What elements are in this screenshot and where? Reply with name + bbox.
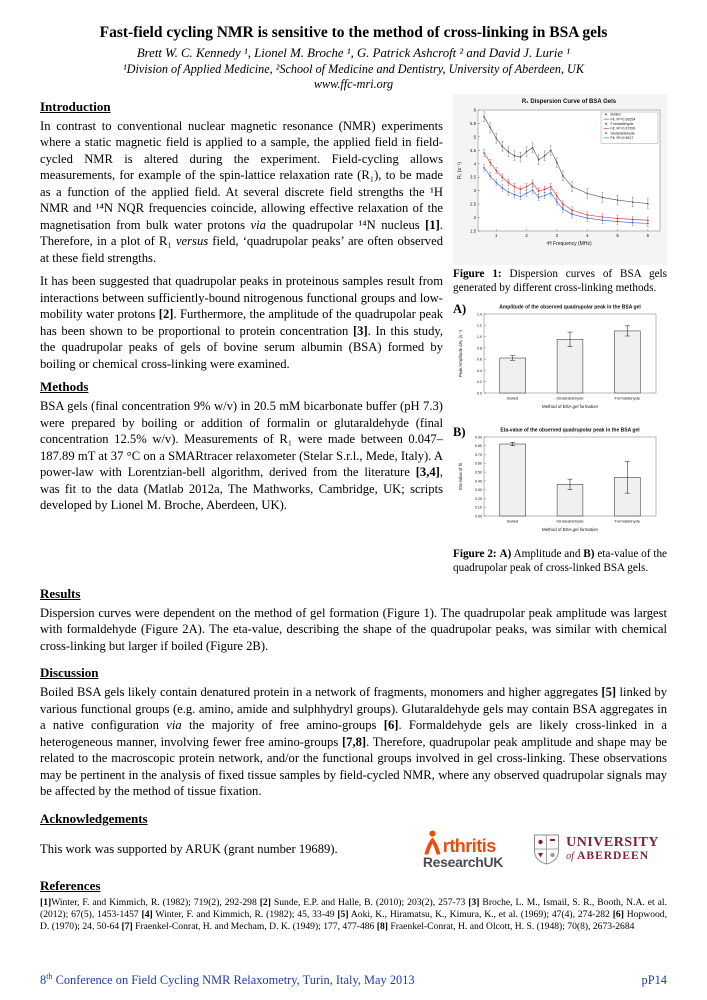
introduction-paragraph-1: In contrast to conventional nuclear magnetic resonance (NMR) experiments where a static magnetic field is applied to a sample, the applied field in field-cycled NMR is altered during the experiment. Field-cycling allows measurements, for example of the spin-lattice relaxation rate (R₁), to be made as a function of the applied field. At several discrete field strengths the ¹H NMR and ¹⁴N NQR frequencies coincide, allowing effective relaxation of the magnetisation from bulk water protons via the quadrupolar ¹⁴N nucleus [1]. Therefore, in a plot of R₁ versus field, ‘quadrupolar peaks’ are often observed at these field strengths. xyxy=(40,119,443,265)
aruk-wordmark-top: rthritis xyxy=(442,835,496,856)
poster-number: pP14 xyxy=(641,973,667,987)
svg-text:0.50: 0.50 xyxy=(474,470,482,475)
figure-1-caption: Figure 1: Dispersion curves of BSA gels generated by different cross-linking methods. xyxy=(453,268,667,294)
page-footer xyxy=(40,968,667,988)
section-heading-methods: Methods xyxy=(40,379,89,395)
section-heading-introduction: Introduction xyxy=(40,99,111,114)
svg-text:Formaldehyde: Formaldehyde xyxy=(614,518,641,524)
svg-text:Fit. R²=0.99254: Fit. R²=0.99254 xyxy=(610,117,636,122)
svg-text:Glutaraldehyde: Glutaraldehyde xyxy=(610,131,635,136)
arthritis-research-uk-logo xyxy=(423,830,503,869)
dispersion-line-chart xyxy=(453,94,667,265)
amplitude-bar-chart xyxy=(453,301,667,420)
acknowledgements-paragraph: This work was supported by ARUK (grant number 19689). xyxy=(40,841,338,856)
references-text: [1]Winter, F. and Kimmich, R. (1982); 719(2), 292-298 [2] Sunde, E.P. and Halle, B. (2010); 203(2), 257-73 [3] Broche, L. M., Ismail, S. R., Booth, N.A. et al. (2012); 67(5), 1453-1457 [4] Winter, F. and Kimmich, R. (1982); 45, 33-49 [5] Aoki, K., Hiramatsu, K., Kimura, K., et al. (1969); 47(4), 274-282 [6] Hopwood, D. (1970); 24, 50-64 [7] Fraenkel-Conrat, H. and Mecham, D. K. (1949); 177, 477-486 [8] Fraenkel-Conrat, H. and Olcott, H. S. (1948); 70(8), 2673-2684 xyxy=(40,896,667,933)
figure-2a-label: A) xyxy=(453,302,467,316)
website-link[interactable]: www.ffc-mri.org xyxy=(313,77,394,91)
aberdeen-wordmark-line2: ABERDEEN xyxy=(577,850,650,863)
svg-text:5: 5 xyxy=(473,134,476,140)
figure-2 xyxy=(453,301,667,575)
svg-text:1: 1 xyxy=(495,233,498,238)
section-heading-results: Results xyxy=(40,586,81,601)
svg-text:5: 5 xyxy=(616,233,619,238)
header xyxy=(40,24,667,94)
svg-text:0.80: 0.80 xyxy=(474,444,482,449)
svg-text:3: 3 xyxy=(473,188,476,194)
discussion-paragraph: Boiled BSA gels likely contain denatured protein in a network of fragments, monomers and higher aggregates [5] linked by various functional groups (e.g. amino, amide and sulphhydryl groups). Glutaraldehyde gels may contain BSA aggregates in a native configuration via the majority of free amino-groups [6]. Formaldehyde gels are likely cross-linked in a heterogeneous manner, involving fewer free amino-groups [7,8]. Therefore, quadrupolar peak amplitude and shape may be related to the macroscopic protein network, and/or the functional groups involved in gel cross-linking. These observations may be pertinent in the analysis of fixed tissue samples by field-cycled NMR, where any observed quadrupolar signals may be affected by the method of tissue fixation. xyxy=(40,685,667,799)
svg-text:0.40: 0.40 xyxy=(474,479,482,484)
svg-text:4.5: 4.5 xyxy=(470,147,476,153)
svg-text:Amplitude of the observed quad: Amplitude of the observed quadrupolar peak in the BSA gel xyxy=(499,304,641,311)
two-column-region xyxy=(40,94,667,581)
discussion-section xyxy=(40,660,667,805)
svg-text:2: 2 xyxy=(525,233,528,238)
aruk-figure-icon xyxy=(423,830,442,855)
svg-text:1.2: 1.2 xyxy=(476,323,482,328)
university-of-aberdeen-logo xyxy=(533,834,659,865)
svg-text:0.10: 0.10 xyxy=(474,505,482,510)
affiliations-line: ¹Division of Applied Medicine, ²School of Medicine and Dentistry, University of Aberdeen, UK xyxy=(123,62,584,76)
svg-text:4: 4 xyxy=(473,161,476,167)
references-section xyxy=(40,873,667,934)
svg-text:Boiled: Boiled xyxy=(507,395,519,401)
results-section xyxy=(40,581,667,660)
svg-text:0.20: 0.20 xyxy=(474,496,482,501)
figure-1 xyxy=(453,94,667,295)
section-heading-acknowledgements: Acknowledgements xyxy=(40,810,148,826)
svg-text:1.5: 1.5 xyxy=(470,228,476,234)
section-heading-discussion: Discussion xyxy=(40,665,99,681)
svg-text:Formaldehyde: Formaldehyde xyxy=(614,395,641,401)
svg-text:4: 4 xyxy=(586,233,589,238)
svg-text:Glutaraldehyde: Glutaraldehyde xyxy=(556,518,584,524)
figures-column xyxy=(453,94,667,581)
svg-text:Fit. R²=0.97399: Fit. R²=0.97399 xyxy=(610,126,636,131)
svg-text:6: 6 xyxy=(473,107,476,113)
sponsor-logos xyxy=(423,830,667,869)
svg-text:6: 6 xyxy=(646,233,650,238)
acknowledgements-section xyxy=(40,806,667,873)
methods-paragraph: BSA gels (final concentration 9% w/v) in 20.5 mM bicarbonate buffer (pH 7.3) were prepared by boiling or addition of formalin or glutaraldehyde (final concentration 12.5% w/v). Measurements of R₁ were made between 0.047–187.89 mT at 37 °C on a SMARtracer relaxometer (Stelar S.r.l., Mede, Italy). A power-law with Lorentzian-bell algorithm, derived from the literature [3,4], was fit to the data (Matlab 2012a, The Mathworks, Cambridge, UK; scripts developed by Lionel M. Broche, Aberdeen, UK). xyxy=(40,399,443,513)
introduction-paragraph-2: It has been suggested that quadrupolar peaks in proteinous samples result from interactions between sufficiently-bound nitrogenous functional groups and low-mobility water protons [2]. Furthermore, the amplitude of the quadrupolar peak has been shown to be proportional to protein concentration [3]. In this study, the quadrupolar peaks of gels of bovine serum albumin (BSA) formed by boiling or chemical cross-linking were examined. xyxy=(40,274,443,371)
aberdeen-wordmark-line1: UNIVERSITY xyxy=(566,834,659,850)
svg-text:Fit. R²=0.9617: Fit. R²=0.9617 xyxy=(610,136,634,141)
figure-2-panel-b xyxy=(453,424,667,543)
results-paragraph: Dispersion curves were dependent on the method of gel formation (Figure 1). The quadrupolar peak amplitude was largest with formaldehyde (Figure 2A). The eta-value, describing the shape of the quadrupolar peaks, was similar with chemical cross-linking but larger if boiled (Figure 2B). xyxy=(40,606,667,653)
svg-text:Method of BSA gel formation: Method of BSA gel formation xyxy=(542,527,598,532)
eta-bar-chart xyxy=(453,424,667,543)
svg-text:3.5: 3.5 xyxy=(470,174,476,180)
svg-text:0.60: 0.60 xyxy=(474,461,482,466)
svg-text:5.5: 5.5 xyxy=(470,120,476,126)
svg-text:1.0: 1.0 xyxy=(476,334,482,339)
svg-text:2.5: 2.5 xyxy=(470,201,476,207)
svg-text:0.0: 0.0 xyxy=(476,391,482,396)
svg-text:Eta-value of fit: Eta-value of fit xyxy=(458,463,463,490)
conference-footer-text: 8th Conference on Field Cycling NMR Relaxometry, Turin, Italy, May 2013 xyxy=(40,971,415,987)
svg-text:Formaldehyde: Formaldehyde xyxy=(610,122,634,126)
svg-text:Boiled: Boiled xyxy=(507,518,519,524)
svg-text:0.30: 0.30 xyxy=(474,488,482,493)
svg-text:0.4: 0.4 xyxy=(476,368,482,373)
authors-line: Brett W. C. Kennedy ¹, Lionel M. Broche ¹, G. Patrick Ashcroft ² and David J. Lurie ¹ xyxy=(136,46,571,60)
svg-text:0.8: 0.8 xyxy=(476,346,482,351)
svg-text:Boiled: Boiled xyxy=(610,112,621,117)
figure-2-caption: Figure 2: A) Amplitude and B) eta-value of the quadrupolar peak of cross-linked BSA gels. xyxy=(453,548,668,574)
aberdeen-wordmark-of: of xyxy=(566,851,574,863)
svg-text:0.90: 0.90 xyxy=(474,435,482,440)
aruk-wordmark-bottom: ResearchUK xyxy=(422,853,504,870)
svg-text:0.70: 0.70 xyxy=(474,452,482,457)
svg-text:Peak Amplitude ΔR₁ (s⁻¹): Peak Amplitude ΔR₁ (s⁻¹) xyxy=(458,329,463,378)
svg-text:3: 3 xyxy=(555,233,559,238)
aberdeen-crest-icon xyxy=(533,834,560,865)
svg-text:Glutaraldehyde: Glutaraldehyde xyxy=(556,395,584,401)
figure-2-panel-a xyxy=(453,301,667,420)
figure-2b-label: B) xyxy=(453,425,466,439)
svg-text:Method of BSA gel formation: Method of BSA gel formation xyxy=(542,404,598,409)
svg-text:Eta-value of the observed quad: Eta-value of the observed quadrupolar peak in the BSA gel xyxy=(500,427,640,434)
left-column xyxy=(40,94,443,521)
svg-text:0.2: 0.2 xyxy=(476,380,482,385)
svg-text:0.00: 0.00 xyxy=(474,514,482,519)
svg-text:2: 2 xyxy=(473,215,476,221)
svg-text:R₁ (s⁻¹): R₁ (s⁻¹) xyxy=(457,162,463,179)
svg-text:0.6: 0.6 xyxy=(476,357,482,362)
paper-title: Fast-field cycling NMR is sensitive to the method of cross-linking in BSA gels xyxy=(99,24,608,41)
svg-text:1.4: 1.4 xyxy=(476,312,482,317)
svg-text:¹H Frequency (MHz): ¹H Frequency (MHz) xyxy=(546,241,592,247)
svg-text:R₁ Dispersion Curve of BSA Gel: R₁ Dispersion Curve of BSA Gels xyxy=(521,99,617,105)
section-heading-references: References xyxy=(40,877,101,893)
